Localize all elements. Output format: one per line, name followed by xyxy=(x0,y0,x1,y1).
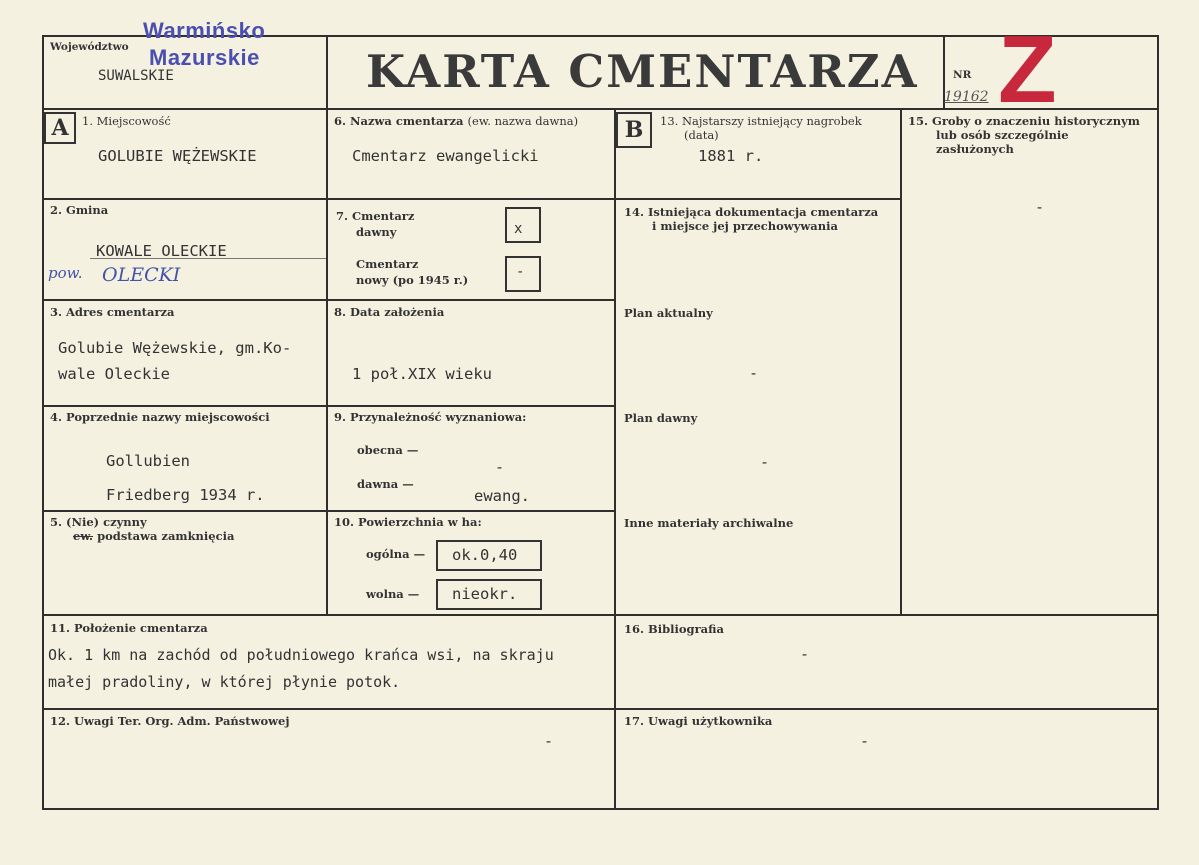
frame-left xyxy=(42,35,44,810)
f6-label xyxy=(334,114,578,128)
f6-value: Cmentarz ewangelicki xyxy=(352,147,539,165)
plan-dawny-label: Plan dawny xyxy=(624,411,698,425)
row-line-3 xyxy=(43,405,615,407)
f5-label: 5. (Nie) czynny xyxy=(50,515,147,529)
f6-label-main: 6. Nazwa cmentarza xyxy=(334,114,464,128)
row-line-5 xyxy=(43,614,1159,616)
f13-label-2: (data) xyxy=(684,128,719,142)
f15-value: - xyxy=(1035,198,1045,216)
card-title: KARTA CMENTARZA xyxy=(366,45,919,98)
f10-ogolna-label: ogólna — xyxy=(366,547,426,561)
f7-dawny-mark: x xyxy=(514,221,523,237)
row-line-4 xyxy=(43,510,615,512)
stamp-line-1: Warmińsko xyxy=(143,18,266,43)
f12-value: - xyxy=(544,732,554,750)
f3-line-2: wale Oleckie xyxy=(58,365,170,383)
f6-label-extra: (ew. nazwa dawna) xyxy=(467,114,579,128)
f17-value: - xyxy=(860,732,870,750)
f10-wolna-value: nieokr. xyxy=(452,585,518,603)
row-line-2 xyxy=(43,299,615,301)
f3-line-1: Golubie Wężewskie, gm.Ko- xyxy=(58,339,292,357)
f2-label: 2. Gmina xyxy=(50,203,109,217)
f15-label-2: lub osób szczególnie xyxy=(936,128,1069,142)
f13-value: 1881 r. xyxy=(698,147,764,165)
f7a-label-2: dawny xyxy=(356,225,397,239)
f8-label: 8. Data założenia xyxy=(334,305,445,319)
plan-aktualny-label: Plan aktualny xyxy=(624,306,713,320)
f2-hand-prefix: pow. xyxy=(48,264,83,282)
f15-label-1: 15. Groby o znaczeniu historycznym xyxy=(908,114,1140,128)
col-divider-b xyxy=(614,108,616,810)
wojewodztwo-value: SUWALSKIE xyxy=(98,68,174,84)
stamp-line-2: Mazurskie xyxy=(149,45,260,70)
f14-label-2: i miejsce jej przechowywania xyxy=(652,219,838,233)
header-bottom xyxy=(43,108,1159,110)
plan-dawny-value: - xyxy=(760,453,770,471)
plan-aktualny-value: - xyxy=(749,364,759,382)
f16-value: - xyxy=(800,645,810,663)
nr-handwritten: 19162 xyxy=(944,89,989,105)
f7-nowy-mark: - xyxy=(516,264,525,280)
nr-label: NR xyxy=(953,69,972,81)
f9-label: 9. Przynależność wyznaniowa: xyxy=(334,410,527,424)
f4-line-1: Gollubien xyxy=(106,452,190,470)
f4-label: 4. Poprzednie nazwy miejscowości xyxy=(50,410,270,424)
f7b-label-2: nowy (po 1945 r.) xyxy=(356,273,469,287)
f5-struck-ew: ew. xyxy=(73,529,94,543)
row-line-1 xyxy=(43,198,615,200)
f2-value: KOWALE OLECKIE xyxy=(96,242,227,260)
f10-label: 10. Powierzchnia w ha: xyxy=(334,515,482,529)
f1-label: 1. Miejscowość xyxy=(82,114,171,128)
wojewodztwo-label: Województwo xyxy=(50,41,129,53)
header-divider-1 xyxy=(326,35,328,110)
f12-label: 12. Uwagi Ter. Org. Adm. Państwowej xyxy=(50,714,290,728)
row-line-b13 xyxy=(615,198,901,200)
f1-value: GOLUBIE WĘŻEWSKIE xyxy=(98,147,257,165)
f7a-label-1: 7. Cmentarz xyxy=(336,209,415,223)
f7-dawny-checkbox[interactable] xyxy=(505,207,541,243)
f11-line-2: małej pradoliny, w której płynie potok. xyxy=(48,673,401,691)
section-b-letter: B xyxy=(616,112,652,148)
section-a-letter: A xyxy=(44,112,76,144)
col-divider-c xyxy=(900,108,902,616)
f9-obecna-value: - xyxy=(495,458,505,476)
f9-dawna-value: ewang. xyxy=(474,487,530,505)
f17-label: 17. Uwagi użytkownika xyxy=(624,714,773,728)
f5-sub-label: ew. podstawa zamknięcia xyxy=(73,529,235,543)
f15-label-3: zasłużonych xyxy=(936,142,1014,156)
f10-wolna-label: wolna — xyxy=(366,587,420,601)
nr-letter-z: Z xyxy=(998,16,1057,123)
f13-label-1: 13. Najstarszy istniejący nagrobek xyxy=(660,114,862,128)
f16-label: 16. Bibliografia xyxy=(624,622,724,636)
f8-value: 1 poł.XIX wieku xyxy=(352,365,492,383)
inne-materialy-label: Inne materiały archiwalne xyxy=(624,516,794,530)
f2-hand-value: OLECKI xyxy=(102,264,181,286)
col-divider-a xyxy=(326,108,328,614)
f11-label: 11. Położenie cmentarza xyxy=(50,621,208,635)
f9-dawna-label: dawna — xyxy=(357,477,414,491)
frame-right xyxy=(1157,35,1159,810)
f3-label: 3. Adres cmentarza xyxy=(50,305,175,319)
f11-line-1: Ok. 1 km na zachód od południowego krańca wsi, na skraju xyxy=(48,646,554,664)
f10-ogolna-value: ok.0,40 xyxy=(452,546,518,564)
f4-line-2: Friedberg 1934 r. xyxy=(106,486,265,504)
f14-label-1: 14. Istniejąca dokumentacja cmentarza xyxy=(624,205,879,219)
row-line-6 xyxy=(43,708,1159,710)
frame-bottom xyxy=(43,808,1159,810)
f7b-label-1: Cmentarz xyxy=(356,257,419,271)
f9-obecna-label: obecna — xyxy=(357,443,419,457)
